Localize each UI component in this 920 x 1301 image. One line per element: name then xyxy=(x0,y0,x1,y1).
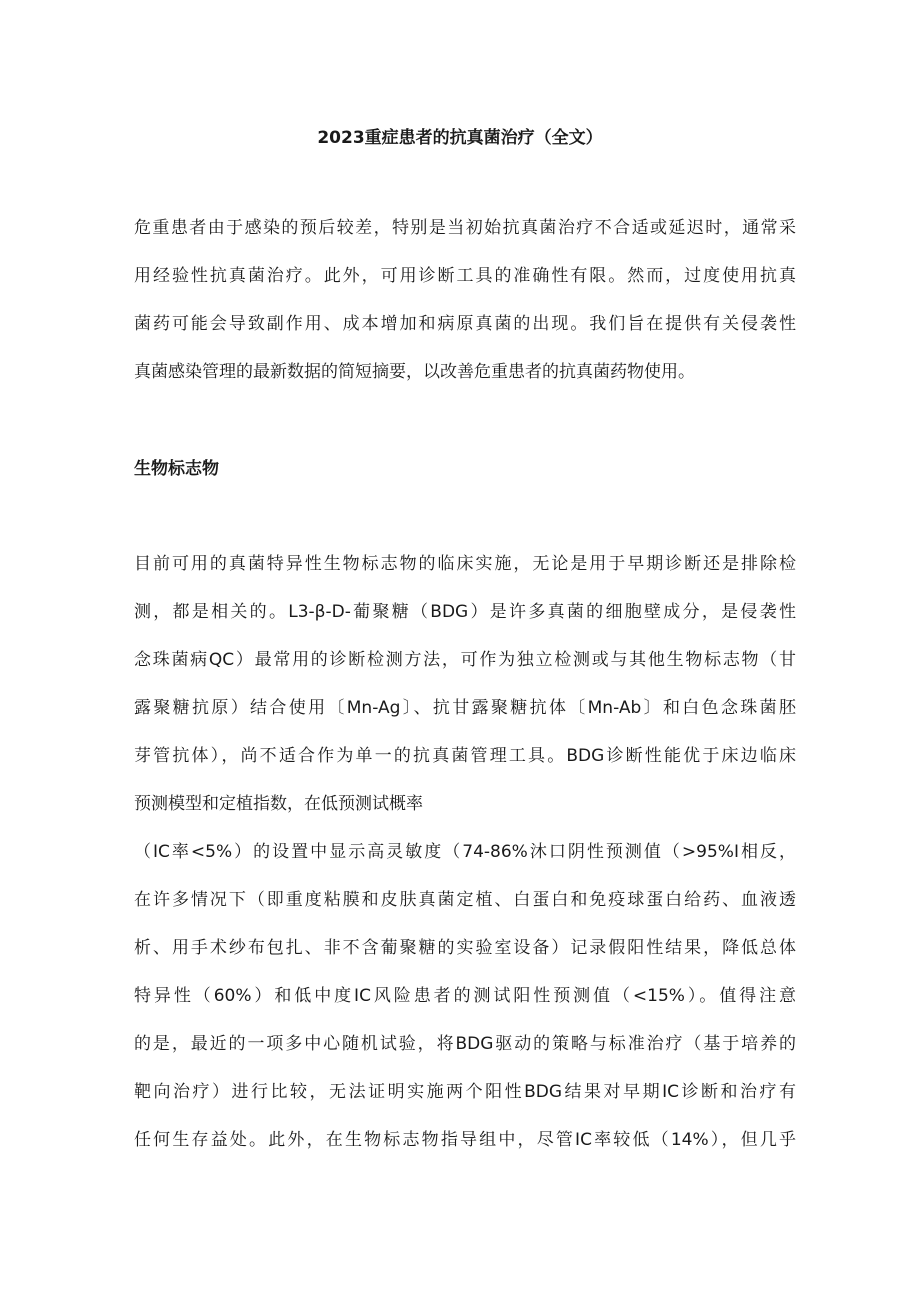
section-line: 念珠菌病QC）最常用的诊断检测方法，可作为独立检测或与其他生物标志物（甘 xyxy=(134,650,796,670)
intro-line: 用经验性抗真菌治疗。此外，可用诊断工具的准确性有限。然而，过度使用抗真 xyxy=(134,266,796,286)
intro-line: 菌药可能会导致副作用、成本增加和病原真菌的出现。我们旨在提供有关侵袭性 xyxy=(134,314,796,334)
section-line: 特异性（60%）和低中度IC风险患者的测试阳性预测值（<15%）。值得注意 xyxy=(134,986,796,1006)
section-line: 目前可用的真菌特异性生物标志物的临床实施，无论是用于早期诊断还是排除检 xyxy=(134,554,796,574)
section-line: 的是，最近的一项多中心随机试验，将BDG驱动的策略与标准治疗（基于培养的 xyxy=(134,1034,796,1054)
section-line: 露聚糖抗原）结合使用〔Mn-Ag〕、抗甘露聚糖抗体〔Mn-Ab〕和白色念珠菌胚 xyxy=(134,698,796,718)
section-heading: 生物标志物 xyxy=(134,459,219,479)
section-line: 析、用手术纱布包扎、非不含葡聚糖的实验室设备）记录假阳性结果，降低总体 xyxy=(134,938,796,958)
section-line: 预测模型和定植指数，在低预测试概率 xyxy=(134,794,423,814)
section-line: 在许多情况下（即重度粘膜和皮肤真菌定植、白蛋白和免疫球蛋白给药、血液透 xyxy=(134,890,796,910)
document-title: 2023重症患者的抗真菌治疗（全文） xyxy=(317,128,603,148)
intro-line: 危重患者由于感染的预后较差，特别是当初始抗真菌治疗不合适或延迟时，通常采 xyxy=(134,218,796,238)
section-line: （IC率<5%）的设置中显示高灵敏度（74-86%沐口阴性预测值（>95%I相反， xyxy=(134,842,796,862)
intro-line: 真菌感染管理的最新数据的简短摘要，以改善危重患者的抗真菌药物使用。 xyxy=(134,362,695,382)
section-line: 任何生存益处。此外，在生物标志物指导组中，尽管IC率较低（14%），但几乎 xyxy=(134,1130,796,1150)
section-line: 靶向治疗）进行比较，无法证明实施两个阳性BDG结果对早期IC诊断和治疗有 xyxy=(134,1082,796,1102)
section-line: 测，都是相关的。L3-β-D-葡聚糖（BDG）是许多真菌的细胞壁成分，是侵袭性 xyxy=(134,602,796,622)
section-line: 芽管抗体），尚不适合作为单一的抗真菌管理工具。BDG诊断性能优于床边临床 xyxy=(134,746,796,766)
